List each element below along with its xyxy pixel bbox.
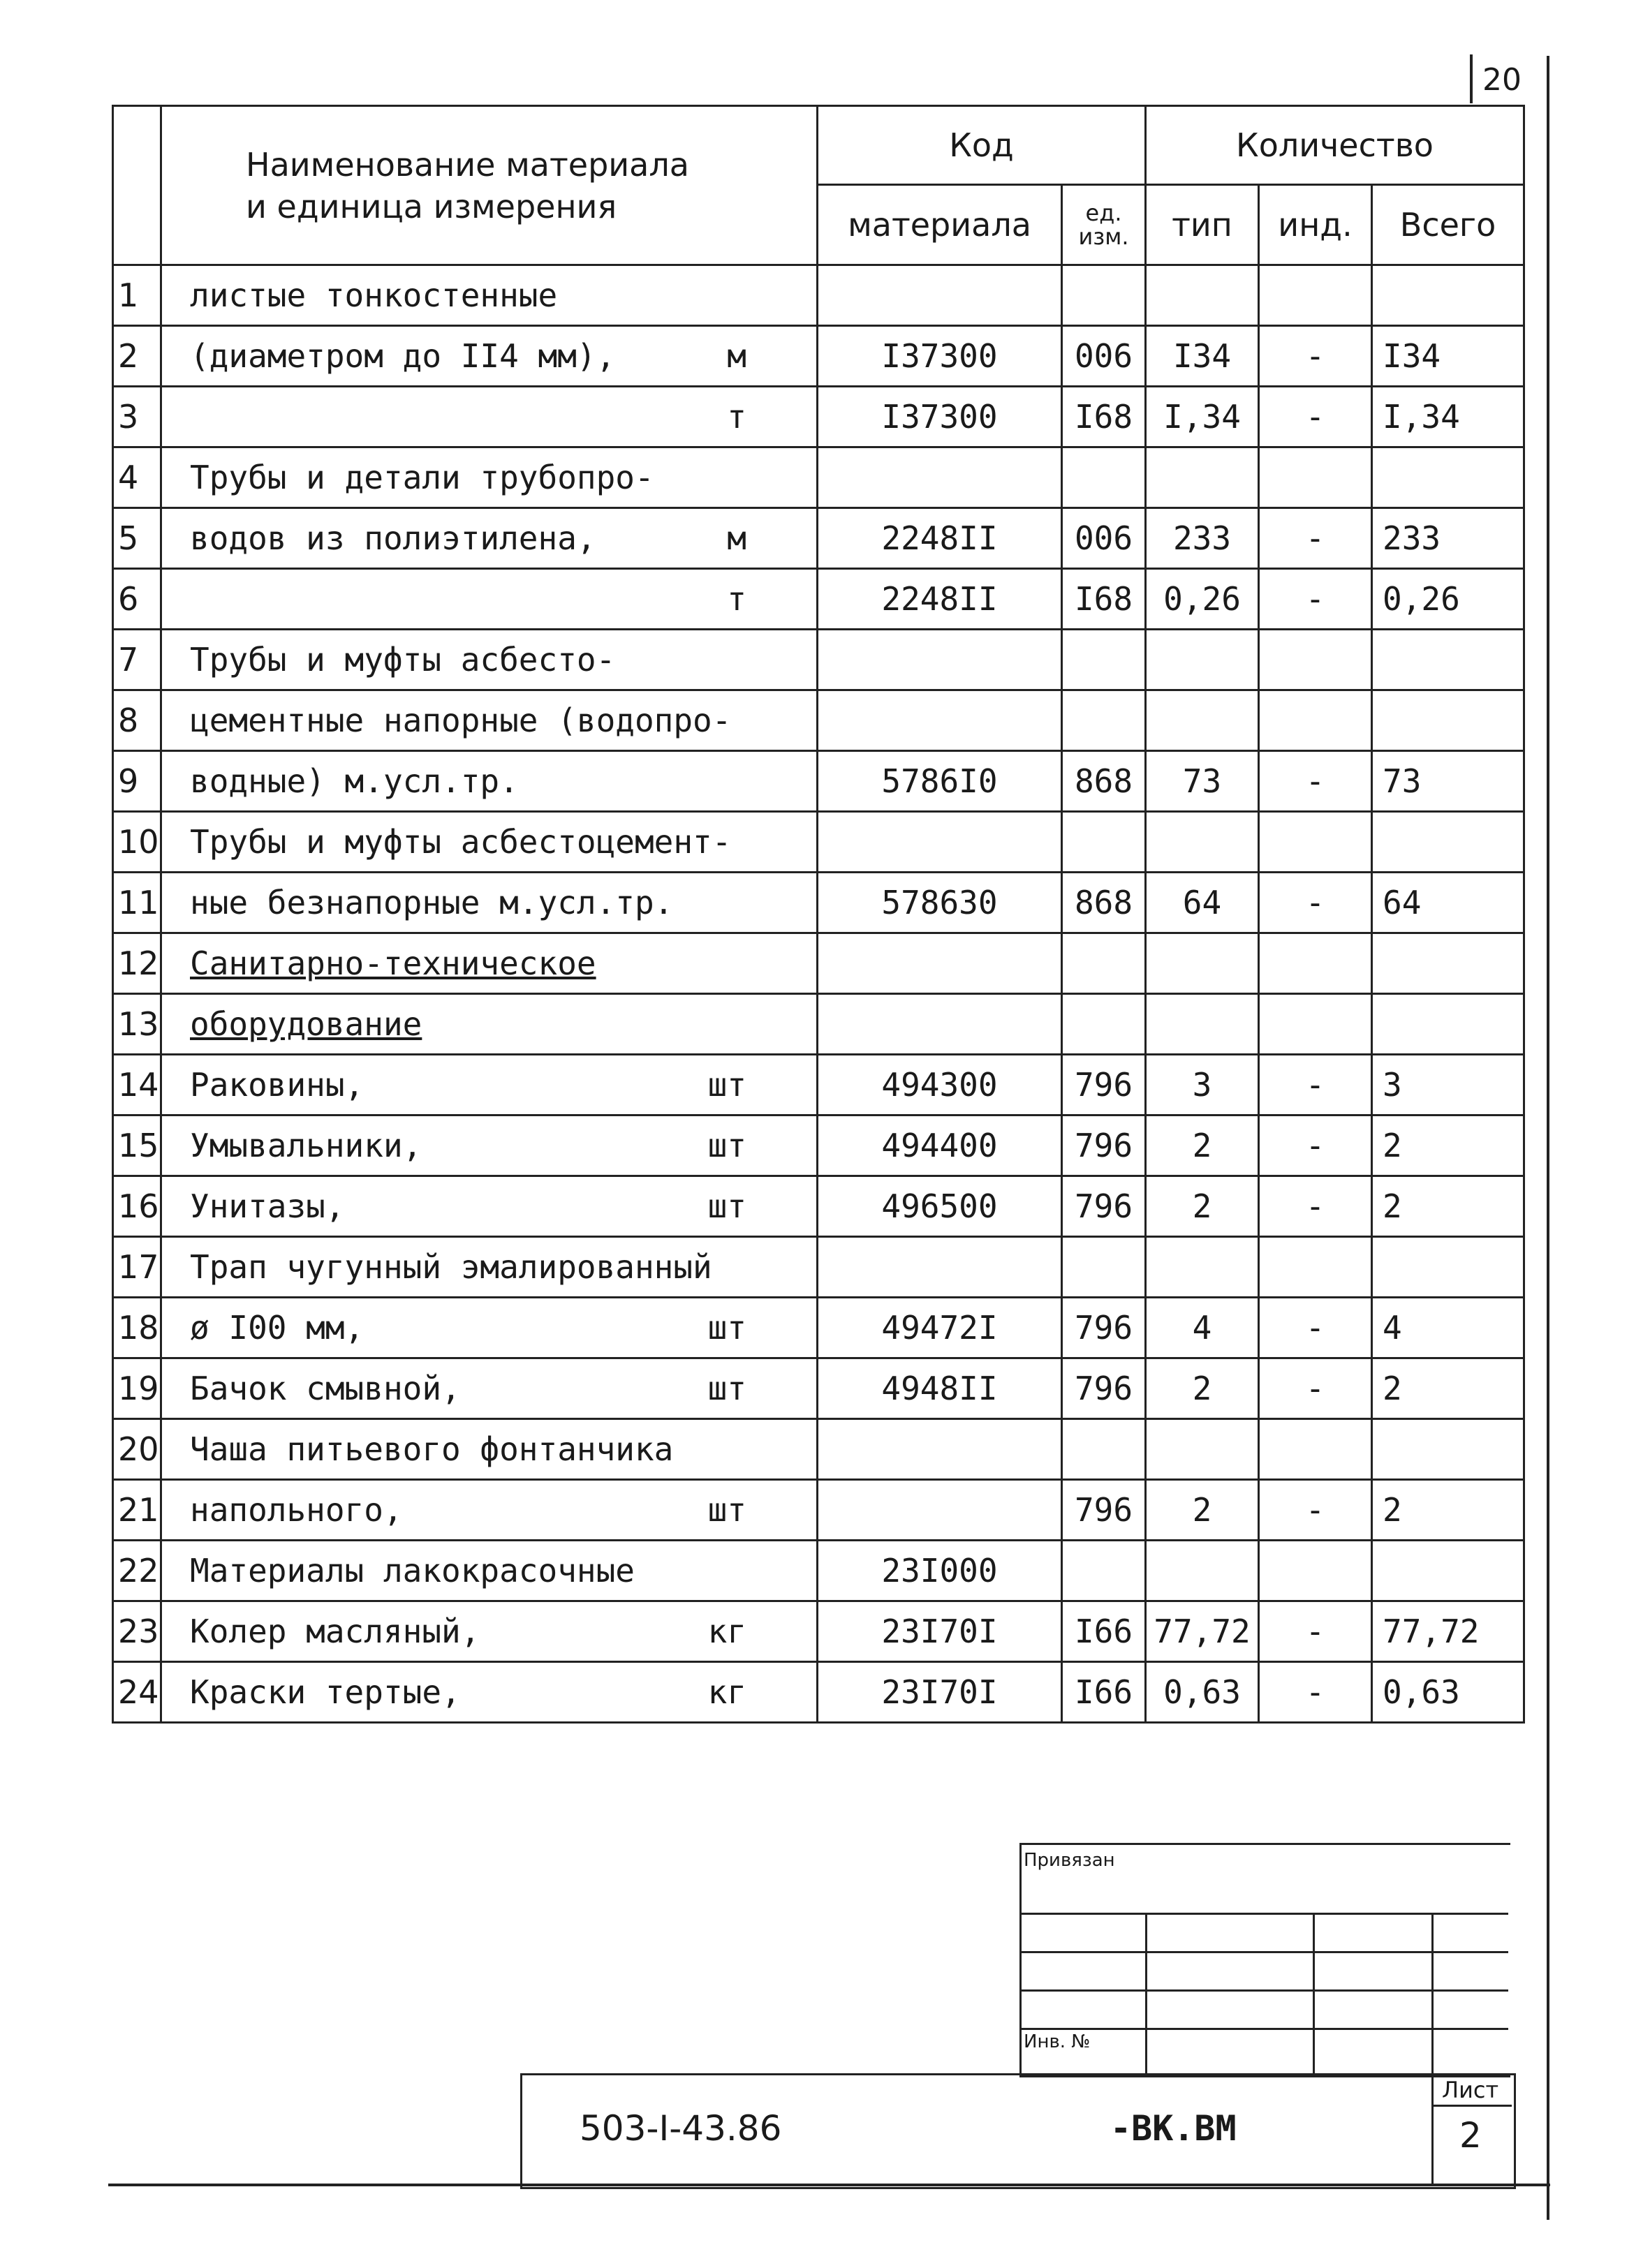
- cell-vsego: 77,72: [1372, 1601, 1524, 1662]
- row-number: 12: [113, 933, 161, 994]
- stamp-divider: [1431, 1913, 1434, 2073]
- stamp-inv-no: Инв. №: [1024, 2031, 1091, 2052]
- row-number: 13: [113, 994, 161, 1055]
- cell-tip: 0,26: [1146, 569, 1259, 630]
- material-name-cell: [161, 873, 818, 933]
- cell-ind: -: [1259, 387, 1372, 447]
- cell-vsego: 73: [1372, 751, 1524, 812]
- row-number: 15: [113, 1116, 161, 1176]
- cell-ed: [1062, 265, 1146, 326]
- cell-ind: -: [1259, 569, 1372, 630]
- cell-vsego: 64: [1372, 873, 1524, 933]
- row-number: 14: [113, 1055, 161, 1116]
- material-name-cell: [161, 265, 818, 326]
- cell-ind: -: [1259, 1358, 1372, 1419]
- material-name-cell: [161, 812, 818, 873]
- cell-ed: [1062, 933, 1146, 994]
- cell-tip: 77,72: [1146, 1601, 1259, 1662]
- material-name: Раковины,: [190, 1066, 364, 1104]
- cell-vsego: 2: [1372, 1480, 1524, 1541]
- cell-ind: [1259, 933, 1372, 994]
- qty-total-header: Всего: [1372, 185, 1524, 265]
- right-border: [1547, 56, 1549, 2220]
- table-row: [113, 1419, 1524, 1480]
- material-name-cell: [161, 1116, 818, 1176]
- cell-ind: -: [1259, 1055, 1372, 1116]
- row-number: 5: [113, 508, 161, 569]
- table-row: [113, 1541, 1524, 1601]
- cell-ind: [1259, 1237, 1372, 1298]
- table-row: [113, 1480, 1524, 1541]
- cell-ind: [1259, 1419, 1372, 1480]
- cell-vsego: [1372, 630, 1524, 690]
- cell-code: 578630: [818, 873, 1062, 933]
- table-row: [113, 994, 1524, 1055]
- cell-ed: I66: [1062, 1662, 1146, 1723]
- cell-ed: I68: [1062, 387, 1146, 447]
- cell-code: 23I70I: [818, 1601, 1062, 1662]
- material-name-cell: [161, 508, 818, 569]
- table-row: [113, 1237, 1524, 1298]
- row-number: 22: [113, 1541, 161, 1601]
- cell-ind: -: [1259, 1662, 1372, 1723]
- cell-ind: [1259, 630, 1372, 690]
- material-unit: м: [727, 519, 746, 557]
- cell-code: [818, 1419, 1062, 1480]
- row-number: 8: [113, 690, 161, 751]
- cell-ed: I66: [1062, 1601, 1146, 1662]
- cell-ind: -: [1259, 1176, 1372, 1237]
- cell-ed: 868: [1062, 873, 1146, 933]
- table-row: [113, 690, 1524, 751]
- cell-ed: 796: [1062, 1480, 1146, 1541]
- material-name: Трап чугунный эмалированный: [190, 1248, 712, 1286]
- cell-vsego: 233: [1372, 508, 1524, 569]
- cell-vsego: I,34: [1372, 387, 1524, 447]
- table-row: [113, 873, 1524, 933]
- table-row: [113, 812, 1524, 873]
- document-suffix: -ВК.ВМ: [1110, 2108, 1237, 2149]
- material-name-cell: [161, 630, 818, 690]
- material-name: ные безнапорные м.усл.тр.: [190, 884, 674, 921]
- material-unit: кг: [707, 1613, 746, 1650]
- material-name: напольного,: [190, 1491, 403, 1529]
- cell-ind: -: [1259, 1480, 1372, 1541]
- cell-vsego: 2: [1372, 1358, 1524, 1419]
- cell-tip: [1146, 265, 1259, 326]
- cell-code: [818, 265, 1062, 326]
- cell-vsego: 0,63: [1372, 1662, 1524, 1723]
- quantity-group-header: Количество: [1146, 106, 1524, 185]
- row-number: 23: [113, 1601, 161, 1662]
- cell-code: 23I70I: [818, 1662, 1062, 1723]
- row-number: 1: [113, 265, 161, 326]
- table-row: [113, 569, 1524, 630]
- material-name: Чаша питьевого фонтанчика: [190, 1430, 674, 1468]
- cell-code: 494400: [818, 1116, 1062, 1176]
- material-name: Трубы и муфты асбесто-: [190, 641, 616, 679]
- cell-vsego: 4: [1372, 1298, 1524, 1358]
- material-name: Трубы и муфты асбестоцемент-: [190, 823, 732, 861]
- cell-vsego: [1372, 1237, 1524, 1298]
- cell-ed: [1062, 1419, 1146, 1480]
- material-name: (диаметром до II4 мм),: [190, 337, 616, 375]
- cell-code: [818, 630, 1062, 690]
- cell-tip: 2: [1146, 1176, 1259, 1237]
- cell-tip: 0,63: [1146, 1662, 1259, 1723]
- table-row: [113, 265, 1524, 326]
- cell-code: 49472I: [818, 1298, 1062, 1358]
- materials-table: [112, 105, 1525, 1724]
- cell-ed: 006: [1062, 326, 1146, 387]
- row-number: 7: [113, 630, 161, 690]
- cell-code: I37300: [818, 387, 1062, 447]
- cell-ind: -: [1259, 751, 1372, 812]
- cell-ind: -: [1259, 1601, 1372, 1662]
- material-name-cell: [161, 1601, 818, 1662]
- cell-code: 4948II: [818, 1358, 1062, 1419]
- cell-vsego: I34: [1372, 326, 1524, 387]
- material-name-cell: [161, 1419, 818, 1480]
- material-name: Унитазы,: [190, 1187, 345, 1225]
- material-name-cell: [161, 1237, 818, 1298]
- material-name: Бачок смывной,: [190, 1370, 461, 1407]
- cell-vsego: 3: [1372, 1055, 1524, 1116]
- page-number-divider: [1470, 54, 1473, 103]
- cell-tip: 233: [1146, 508, 1259, 569]
- row-number: 17: [113, 1237, 161, 1298]
- row-number: 20: [113, 1419, 161, 1480]
- cell-ind: [1259, 994, 1372, 1055]
- qty-ind-header: инд.: [1259, 185, 1372, 265]
- cell-ed: 868: [1062, 751, 1146, 812]
- cell-code: [818, 812, 1062, 873]
- material-name: Умывальники,: [190, 1127, 422, 1164]
- cell-tip: [1146, 1419, 1259, 1480]
- row-number: 2: [113, 326, 161, 387]
- cell-tip: [1146, 1541, 1259, 1601]
- row-number: 9: [113, 751, 161, 812]
- cell-ed: 796: [1062, 1358, 1146, 1419]
- table-row: [113, 1116, 1524, 1176]
- cell-ind: -: [1259, 1298, 1372, 1358]
- material-name: цементные напорные (водопро-: [190, 702, 732, 739]
- material-name-cell: [161, 690, 818, 751]
- cell-ind: [1259, 447, 1372, 508]
- row-number: 6: [113, 569, 161, 630]
- cell-ind: [1259, 265, 1372, 326]
- cell-tip: [1146, 690, 1259, 751]
- cell-tip: 73: [1146, 751, 1259, 812]
- material-name: Санитарно-техническое: [190, 944, 596, 982]
- row-number: 16: [113, 1176, 161, 1237]
- stamp-row-line: [1019, 1989, 1508, 1992]
- row-number: 18: [113, 1298, 161, 1358]
- name-column-header: Наименование материала и единица измерения: [161, 106, 818, 265]
- cell-ind: [1259, 1541, 1372, 1601]
- page-number: 20: [1482, 62, 1522, 98]
- cell-tip: 3: [1146, 1055, 1259, 1116]
- material-unit: кг: [707, 1673, 746, 1711]
- material-name-cell: [161, 1055, 818, 1116]
- code-unit-header: ед. изм.: [1062, 185, 1146, 265]
- material-name: Краски тертые,: [190, 1673, 461, 1711]
- cell-ed: 796: [1062, 1055, 1146, 1116]
- cell-code: [818, 447, 1062, 508]
- cell-ed: [1062, 447, 1146, 508]
- row-number: 24: [113, 1662, 161, 1723]
- cell-code: [818, 690, 1062, 751]
- cell-ed: I68: [1062, 569, 1146, 630]
- stamp-row-line: [1019, 2028, 1508, 2030]
- material-unit: шт: [707, 1491, 746, 1529]
- cell-vsego: [1372, 265, 1524, 326]
- cell-ind: -: [1259, 873, 1372, 933]
- row-number: 10: [113, 812, 161, 873]
- table-row: [113, 933, 1524, 994]
- stamp-divider: [1313, 1913, 1315, 2073]
- stamp-row-line: [1019, 1951, 1508, 1953]
- table-row: [113, 1176, 1524, 1237]
- material-name-cell: [161, 326, 818, 387]
- cell-code: [818, 1237, 1062, 1298]
- table-row: [113, 630, 1524, 690]
- cell-code: [818, 994, 1062, 1055]
- table-row: [113, 1601, 1524, 1662]
- cell-code: 23I000: [818, 1541, 1062, 1601]
- cell-ind: [1259, 690, 1372, 751]
- material-name: Трубы и детали трубопро-: [190, 459, 654, 496]
- row-number: 11: [113, 873, 161, 933]
- material-name-cell: [161, 994, 818, 1055]
- cell-ed: 796: [1062, 1298, 1146, 1358]
- material-name-cell: [161, 447, 818, 508]
- cell-vsego: [1372, 1541, 1524, 1601]
- cell-vsego: [1372, 1419, 1524, 1480]
- material-unit: т: [727, 580, 746, 618]
- material-name-cell: [161, 751, 818, 812]
- cell-tip: [1146, 933, 1259, 994]
- cell-vsego: 2: [1372, 1176, 1524, 1237]
- cell-vsego: [1372, 812, 1524, 873]
- cell-vsego: [1372, 994, 1524, 1055]
- row-number: 19: [113, 1358, 161, 1419]
- cell-ind: [1259, 812, 1372, 873]
- cell-ed: [1062, 1541, 1146, 1601]
- row-number-header: [113, 106, 161, 265]
- material-unit: шт: [707, 1187, 746, 1225]
- cell-tip: 4: [1146, 1298, 1259, 1358]
- cell-code: 496500: [818, 1176, 1062, 1237]
- cell-ed: 796: [1062, 1116, 1146, 1176]
- title-block-divider: [1431, 2073, 1434, 2185]
- material-name: водные) м.усл.тр.: [190, 762, 519, 800]
- sheet-number: 2: [1459, 2115, 1482, 2156]
- code-group-header: Код: [818, 106, 1146, 185]
- cell-tip: I34: [1146, 326, 1259, 387]
- table-row: [113, 1358, 1524, 1419]
- material-name-cell: [161, 387, 818, 447]
- material-name-cell: [161, 1662, 818, 1723]
- stamp-privyazan: Привязан: [1024, 1850, 1115, 1871]
- cell-ind: -: [1259, 1116, 1372, 1176]
- cell-code: 2248II: [818, 508, 1062, 569]
- material-name: листые тонкостенные: [190, 276, 558, 314]
- cell-code: [818, 933, 1062, 994]
- row-number: 3: [113, 387, 161, 447]
- table-row: [113, 1055, 1524, 1116]
- qty-type-header: тип: [1146, 185, 1259, 265]
- cell-ed: 006: [1062, 508, 1146, 569]
- table-row: [113, 447, 1524, 508]
- stamp-divider: [1145, 1913, 1147, 2073]
- cell-code: 2248II: [818, 569, 1062, 630]
- material-name-cell: [161, 933, 818, 994]
- material-name-cell: [161, 1358, 818, 1419]
- material-unit: шт: [707, 1066, 746, 1104]
- cell-code: 5786I0: [818, 751, 1062, 812]
- cell-ind: -: [1259, 326, 1372, 387]
- cell-tip: [1146, 630, 1259, 690]
- material-name-cell: [161, 1480, 818, 1541]
- cell-vsego: [1372, 690, 1524, 751]
- cell-ed: [1062, 1237, 1146, 1298]
- sheet-label: Лист: [1442, 2077, 1499, 2103]
- material-unit: т: [727, 398, 746, 436]
- material-name: водов из полиэтилена,: [190, 519, 596, 557]
- cell-ed: [1062, 690, 1146, 751]
- material-name-cell: [161, 1176, 818, 1237]
- cell-tip: [1146, 994, 1259, 1055]
- cell-code: 494300: [818, 1055, 1062, 1116]
- cell-tip: 2: [1146, 1358, 1259, 1419]
- cell-tip: 64: [1146, 873, 1259, 933]
- table-row: [113, 1662, 1524, 1723]
- table-row: [113, 387, 1524, 447]
- bottom-border: [108, 2184, 1550, 2186]
- row-number: 4: [113, 447, 161, 508]
- cell-code: [818, 1480, 1062, 1541]
- material-unit: шт: [707, 1127, 746, 1164]
- cell-tip: 2: [1146, 1480, 1259, 1541]
- cell-tip: [1146, 1237, 1259, 1298]
- table-row: [113, 508, 1524, 569]
- material-unit: шт: [707, 1309, 746, 1347]
- table-row: [113, 751, 1524, 812]
- material-name: оборудование: [190, 1005, 422, 1043]
- document-code: 503-I-43.86: [580, 2108, 782, 2149]
- cell-ed: [1062, 994, 1146, 1055]
- cell-ed: 796: [1062, 1176, 1146, 1237]
- cell-ed: [1062, 630, 1146, 690]
- material-name: Колер масляный,: [190, 1613, 480, 1650]
- material-name: ø I00 мм,: [190, 1309, 364, 1347]
- title-block-divider: [1431, 2105, 1512, 2107]
- cell-tip: 2: [1146, 1116, 1259, 1176]
- cell-tip: I,34: [1146, 387, 1259, 447]
- material-name-cell: [161, 569, 818, 630]
- table-row: [113, 1298, 1524, 1358]
- cell-vsego: 2: [1372, 1116, 1524, 1176]
- material-name-cell: [161, 1541, 818, 1601]
- material-unit: шт: [707, 1370, 746, 1407]
- cell-vsego: [1372, 447, 1524, 508]
- cell-tip: [1146, 447, 1259, 508]
- code-material-header: материала: [818, 185, 1062, 265]
- material-name-cell: [161, 1298, 818, 1358]
- material-name: Материалы лакокрасочные: [190, 1552, 635, 1589]
- cell-ed: [1062, 812, 1146, 873]
- row-number: 21: [113, 1480, 161, 1541]
- cell-tip: [1146, 812, 1259, 873]
- table-row: [113, 326, 1524, 387]
- cell-vsego: [1372, 933, 1524, 994]
- cell-ind: -: [1259, 508, 1372, 569]
- material-unit: м: [727, 337, 746, 375]
- cell-code: I37300: [818, 326, 1062, 387]
- cell-vsego: 0,26: [1372, 569, 1524, 630]
